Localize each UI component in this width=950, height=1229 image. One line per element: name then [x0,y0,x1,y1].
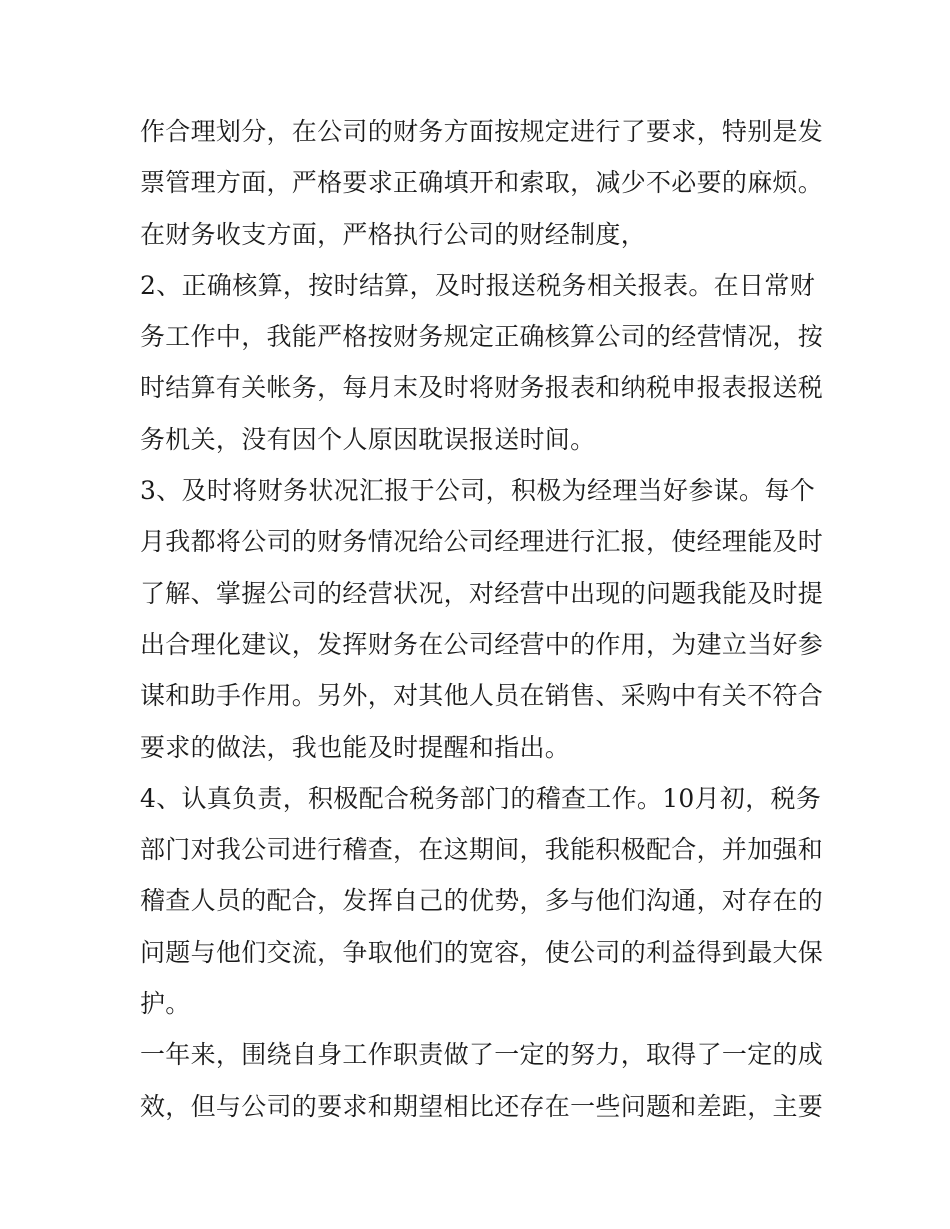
text-line: 作合理划分，在公司的财务方面按规定进行了要求，特别是发 [140,117,824,146]
text-line: 效，但与公司的要求和期望相比还存在一些问题和差距，主要 [140,1091,824,1121]
text-line: 一年来，围绕自身工作职责做了一定的努力，取得了一定的成 [140,1040,824,1070]
text-line: 时结算有关帐务，每月末及时将财务报表和纳税申报表报送税 [140,373,824,403]
text-line: 谋和助手作用。另外，对其他人员在销售、采购中有关不符合 [140,681,824,711]
text-line: 月我都将公司的财务情况给公司经理进行汇报，使经理能及时 [140,527,824,557]
text-line: 务机关，没有因个人原因耽误报送时间。 [140,424,596,454]
body-text [140,106,824,1132]
text-line: 了解、掌握公司的经营状况，对经营中出现的问题我能及时提 [140,578,824,608]
text-line: 3、及时将财务状况汇报于公司，积极为经理当好参谋。每个 [140,476,815,506]
text-line: 务工作中，我能严格按财务规定正确核算公司的经营情况，按 [140,322,824,352]
text-line: 在财务收支方面，严格执行公司的财经制度， [140,219,647,249]
text-line: 2、正确核算，按时结算，及时报送税务相关报表。在日常财 [140,270,815,300]
text-line: 票管理方面，严格要求正确填开和索取，减少不必要的麻烦。 [140,168,824,198]
text-line: 部门对我公司进行稽查，在这期间，我能积极配合，并加强和 [140,835,824,865]
text-line: 出合理化建议，发挥财务在公司经营中的作用，为建立当好参 [140,629,824,659]
text-line: 要求的做法，我也能及时提醒和指出。 [140,732,571,762]
text-line: 4、认真负责，积极配合税务部门的稽查工作。10月初，税务 [140,783,822,813]
text-line: 问题与他们交流，争取他们的宽容，使公司的利益得到最大保 [140,937,824,967]
text-line: 护。 [140,989,191,1019]
text-line: 稽查人员的配合，发挥自己的优势，多与他们沟通，对存在的 [140,886,824,916]
